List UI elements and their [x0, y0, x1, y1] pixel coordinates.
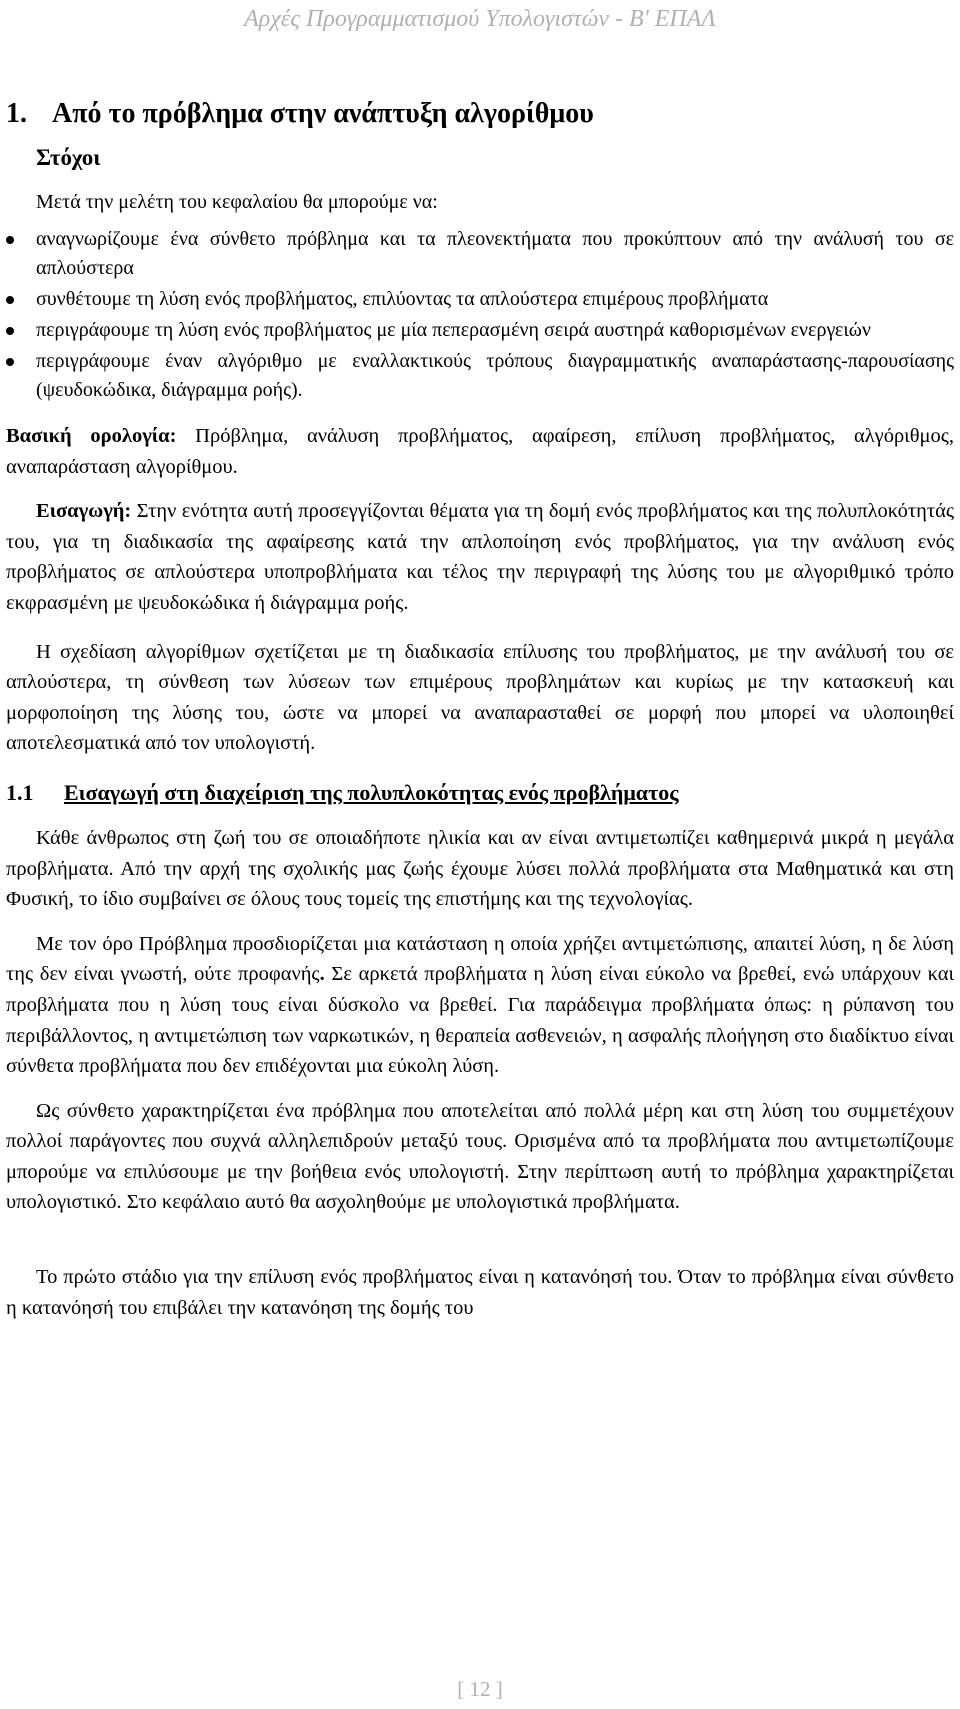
section-number: 1.1 — [6, 779, 34, 805]
running-header: Αρχές Προγραμματισμού Υπολογιστών - Β' ΕΠΑΛ — [244, 6, 716, 32]
terminology-text: Πρόβλημα, ανάλυση προβλήματος, αφαίρεση, επίλυση προβλήματος, αλγόριθμος, αναπαράσταση αλγορίθμου. — [6, 425, 955, 478]
introduction-text: Στην ενότητα αυτή προσεγγίζονται θέματα για τη δομή ενός προβλήματος και της πολυπλοκότητάς του, για τη διαδικασία της αφαίρεσης κατά την απλοποίηση ενός προβλήματος, για την ανάλυση ενός προβλήματος σε απλούστερα υποπροβλήματα και τέλος την περιγραφή της λύσης του με αλγοριθμικό τρόπο εκφρασμένη με ψευδοκώδικα ή διάγραμμα ροής. — [6, 500, 954, 614]
goals-heading: Στόχοι — [36, 145, 101, 170]
paragraph-2-start: Με τον όρο Πρόβλημα προσδιορίζεται μια κατάσταση η οποία χρήζει αντιμετώπισης, απαιτεί λύση, η δε λύση της δεν είναι γνωστή, ούτε προφανής — [6, 932, 954, 986]
introduction-label: Εισαγωγή: — [36, 500, 132, 523]
goal-text: συνθέτουμε τη λύση ενός προβλήματος, επιλύοντας τα απλούστερα επιμέρους προβλήματα — [36, 288, 769, 310]
terminology-paragraph — [6, 421, 954, 482]
paragraph-1: Κάθε άνθρωπος στη ζωή του σε οποιαδήποτε ηλικία και αν είναι αντιμετωπίζει καθημερινά μικρά η μεγάλα προβλήματα. Από την αρχή της σχολικής μας ζωής έχουμε λύσει πολλά προβλήματα στα Μαθηματικά και στη Φυσική, το ίδιο συμβαίνει σε όλους τους τομείς της επιστήμης και της τεχνολογίας. — [6, 826, 954, 911]
chapter-title-text: Από το πρόβλημα στην ανάπτυξη αλγορίθμου — [52, 98, 594, 129]
list-item — [6, 285, 954, 314]
introduction-paragraph — [6, 496, 954, 618]
section-title — [6, 777, 954, 809]
paragraph-2-end: Σε αρκετά προβλήματα η λύση είναι εύκολο να βρεθεί, ενώ υπάρχουν και προβλήματα που η λύση τους είναι δύσκολο να βρεθεί. Για παράδειγμα προβλήματα όπως: η ρύπανση του περιβάλλοντος, η αντιμετώπιση των ναρκωτικών, η θεραπεία ασθενειών, η ασφαλής πλοήγηση στο διαδίκτυο είναι σύνθετα προβλήματα που δεν επιδέχονται μια εύκολη λύση. — [6, 963, 954, 1078]
chapter-number: 1. — [6, 98, 27, 129]
goal-text: περιγράφουμε έναν αλγόριθμο με εναλλακτικούς τρόπους διαγραμματικής αναπαράστασης-παρουσίασης (ψευδοκώδικα, διάγραμμα ροής). — [36, 350, 954, 401]
list-item — [6, 225, 954, 283]
goals-intro: Μετά την μελέτη του κεφαλαίου θα μπορούμε να: — [36, 191, 438, 213]
goal-text: περιγράφουμε τη λύση ενός προβλήματος με μία πεπερασμένη σειρά αυστηρά καθορισμένων ενεργειών — [36, 319, 871, 341]
list-item — [6, 316, 954, 345]
terminology-label: Βασική ορολογία: — [6, 425, 177, 447]
paragraph-3: Ως σύνθετο χαρακτηρίζεται ένα πρόβλημα που αποτελείται από πολλά μέρη και στη λύση του συμμετέχουν πολλοί παράγοντες που συχνά αλληλεπιδρούν μεταξύ τους. Ορισμένα από τα προβλήματα που αντιμετωπίζουμε μπορούμε να επιλύσουμε με την βοήθεια ενός υπολογιστή. Στην περίπτωση αυτή το πρόβλημα χαρακτηρίζεται υπολογιστικό. Στο κεφάλαιο αυτό θα ασχοληθούμε με υπολογιστικά προβλήματα. — [6, 1099, 954, 1214]
section-title-text: Εισαγωγή στη διαχείριση της πολυπλοκότητας ενός προβλήματος — [64, 779, 679, 805]
bullet-icon — [6, 358, 14, 366]
paragraph-4: Το πρώτο στάδιο για την επίλυση ενός προβλήματος είναι η κατανόησή του. Όταν το πρόβλημα είναι σύνθετο η κατανόησή του επιβάλει την κατανόηση της δομής του — [6, 1266, 954, 1319]
page-content — [6, 94, 954, 1323]
paragraph-2 — [6, 929, 954, 1082]
goals-list — [6, 225, 954, 405]
bullet-icon — [6, 327, 14, 335]
page-number: [ 12 ] — [457, 1677, 503, 1701]
paragraph-2-bold: . — [319, 963, 325, 986]
bullet-icon — [6, 296, 14, 304]
goal-text: αναγνωρίζουμε ένα σύνθετο πρόβλημα και τα πλεονεκτήματα που προκύπτουν από την ανάλυσή του σε απλούστερα — [36, 228, 954, 279]
chapter-title — [6, 94, 954, 134]
list-item — [6, 347, 954, 405]
design-paragraph: Η σχεδίαση αλγορίθμων σχετίζεται με τη διαδικασία επίλυσης του προβλήματος, με την ανάλυσή του σε απλούστερα, τη σύνθεση των λύσεων των επιμέρους προβλημάτων και κυρίως με την κατασκευή και μορφοποίηση της λύσης του, ώστε να μπορεί να αναπαρασταθεί σε μορφή που μπορεί να υλοποιηθεί αποτελεσματικά από τον υπολογιστή. — [6, 640, 954, 755]
bullet-icon — [6, 236, 14, 244]
